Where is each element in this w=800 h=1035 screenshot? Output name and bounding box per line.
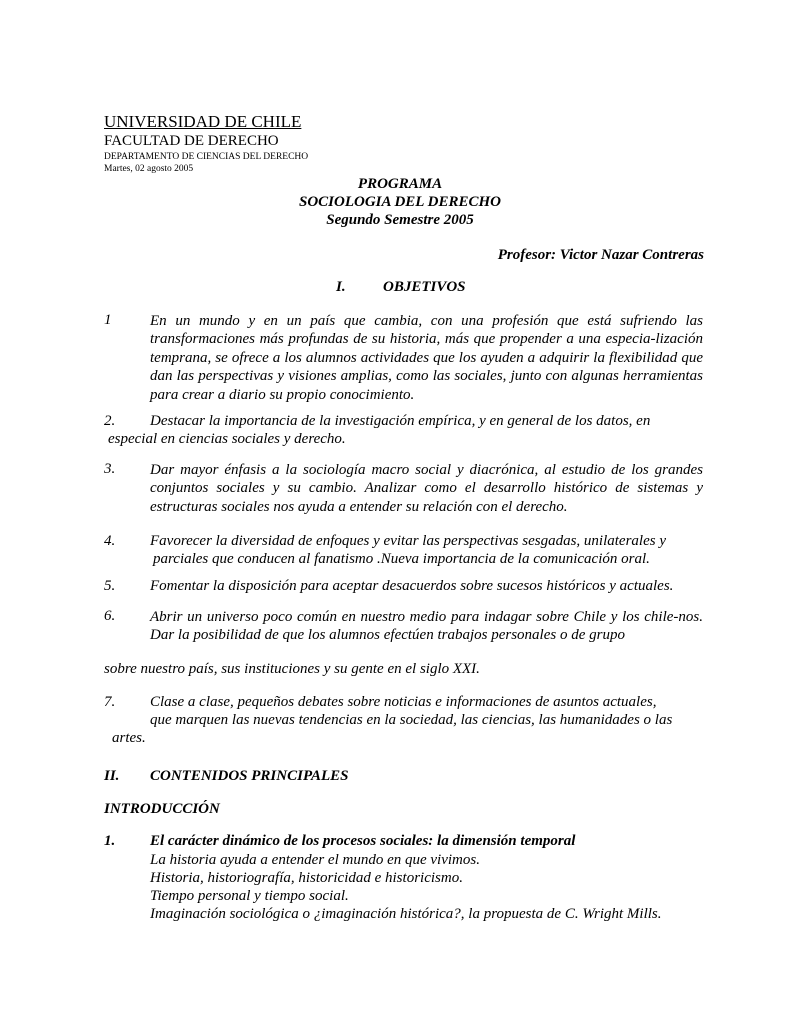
topic-item: Tiempo personal y tiempo social. (150, 888, 349, 904)
faculty-name: FACULTAD DE DERECHO (104, 133, 279, 149)
objective-number: 5. (104, 578, 116, 594)
objective-number: 1 (104, 312, 112, 328)
section-title: OBJETIVOS (383, 279, 466, 295)
section-number: I. (336, 279, 346, 295)
topic-item: La historia ayuda a entender el mundo en que vivimos. (150, 852, 480, 868)
objective-number: 2. (104, 413, 116, 429)
objective-text: Abrir un universo poco común en nuestro medio para indagar sobre Chile y los chile-nos. Dar la posibilidad de que los alumnos efectúen trabajos personales o de grupo (150, 609, 703, 644)
objective-text-continuation: parciales que conducen al fanatismo .Nueva importancia de la comunicación oral. (153, 551, 650, 567)
topic-title: El carácter dinámico de los procesos sociales: la dimensión temporal (150, 833, 576, 849)
objective-text: Fomentar la disposición para aceptar desacuerdos sobre sucesos históricos y actuales. (150, 578, 674, 594)
program-title: PROGRAMA (357, 176, 443, 192)
objective-number: 6. (104, 608, 116, 624)
university-name: UNIVERSIDAD DE CHILE (104, 112, 302, 131)
objective-text: En un mundo y en un país que cambia, con una profesión que está sufriendo las transformaciones más profundas de su historia, más que propender a una especia-lización temprana, se ofrece a los alumnos actividades que los ayuden a adquirir la flexibilidad que dan las perspectivas y visiones amplias, como las sociales, junto con algunas herramientas para crear a diario su propio conocimiento. (150, 313, 703, 403)
introduction-heading: INTRODUCCIÓN (104, 801, 220, 817)
objective-text: Clase a clase, pequeños debates sobre noticias e informaciones de asuntos actuales, (150, 694, 657, 710)
objective-text-continuation: que marquen las nuevas tendencias en la sociedad, las ciencias, las humanidades o las (150, 712, 673, 728)
course-title: SOCIOLOGIA DEL DERECHO (299, 194, 501, 210)
objective-text: Destacar la importancia de la investigación empírica, y en general de los datos, en (150, 413, 651, 429)
semester-title: Segundo Semestre 2005 (326, 212, 474, 228)
section-title: CONTENIDOS PRINCIPALES (150, 768, 349, 784)
objective-text-continuation: sobre nuestro país, sus instituciones y su gente en el siglo XXI. (104, 661, 480, 677)
objective-number: 4. (104, 533, 116, 549)
objective-number: 7. (104, 694, 116, 710)
objective-text: Favorecer la diversidad de enfoques y evitar las perspectivas sesgadas, unilaterales y (150, 533, 666, 549)
objective-number: 3. (104, 461, 116, 477)
topic-item: Imaginación sociológica o ¿imaginación histórica?, la propuesta de C. Wright Mills. (150, 906, 662, 922)
objective-text-continuation: especial en ciencias sociales y derecho. (108, 431, 346, 447)
department-name: DEPARTAMENTO DE CIENCIAS DEL DERECHO (104, 152, 309, 162)
section-number: II. (104, 768, 120, 784)
document-date: Martes, 02 agosto 2005 (104, 164, 194, 174)
professor-name: Profesor: Victor Nazar Contreras (497, 247, 704, 263)
objective-text: Dar mayor énfasis a la sociología macro social y diacrónica, al estudio de los grandes conjuntos sociales y su cambio. Analizar como el desarrollo histórico de sistemas y estructuras sociales nos ayuda a entender su relación con el derecho. (150, 462, 703, 515)
topic-number: 1. (104, 833, 116, 849)
topic-item: Historia, historiografía, historicidad e historicismo. (150, 870, 463, 886)
objective-text-continuation: artes. (112, 730, 146, 746)
